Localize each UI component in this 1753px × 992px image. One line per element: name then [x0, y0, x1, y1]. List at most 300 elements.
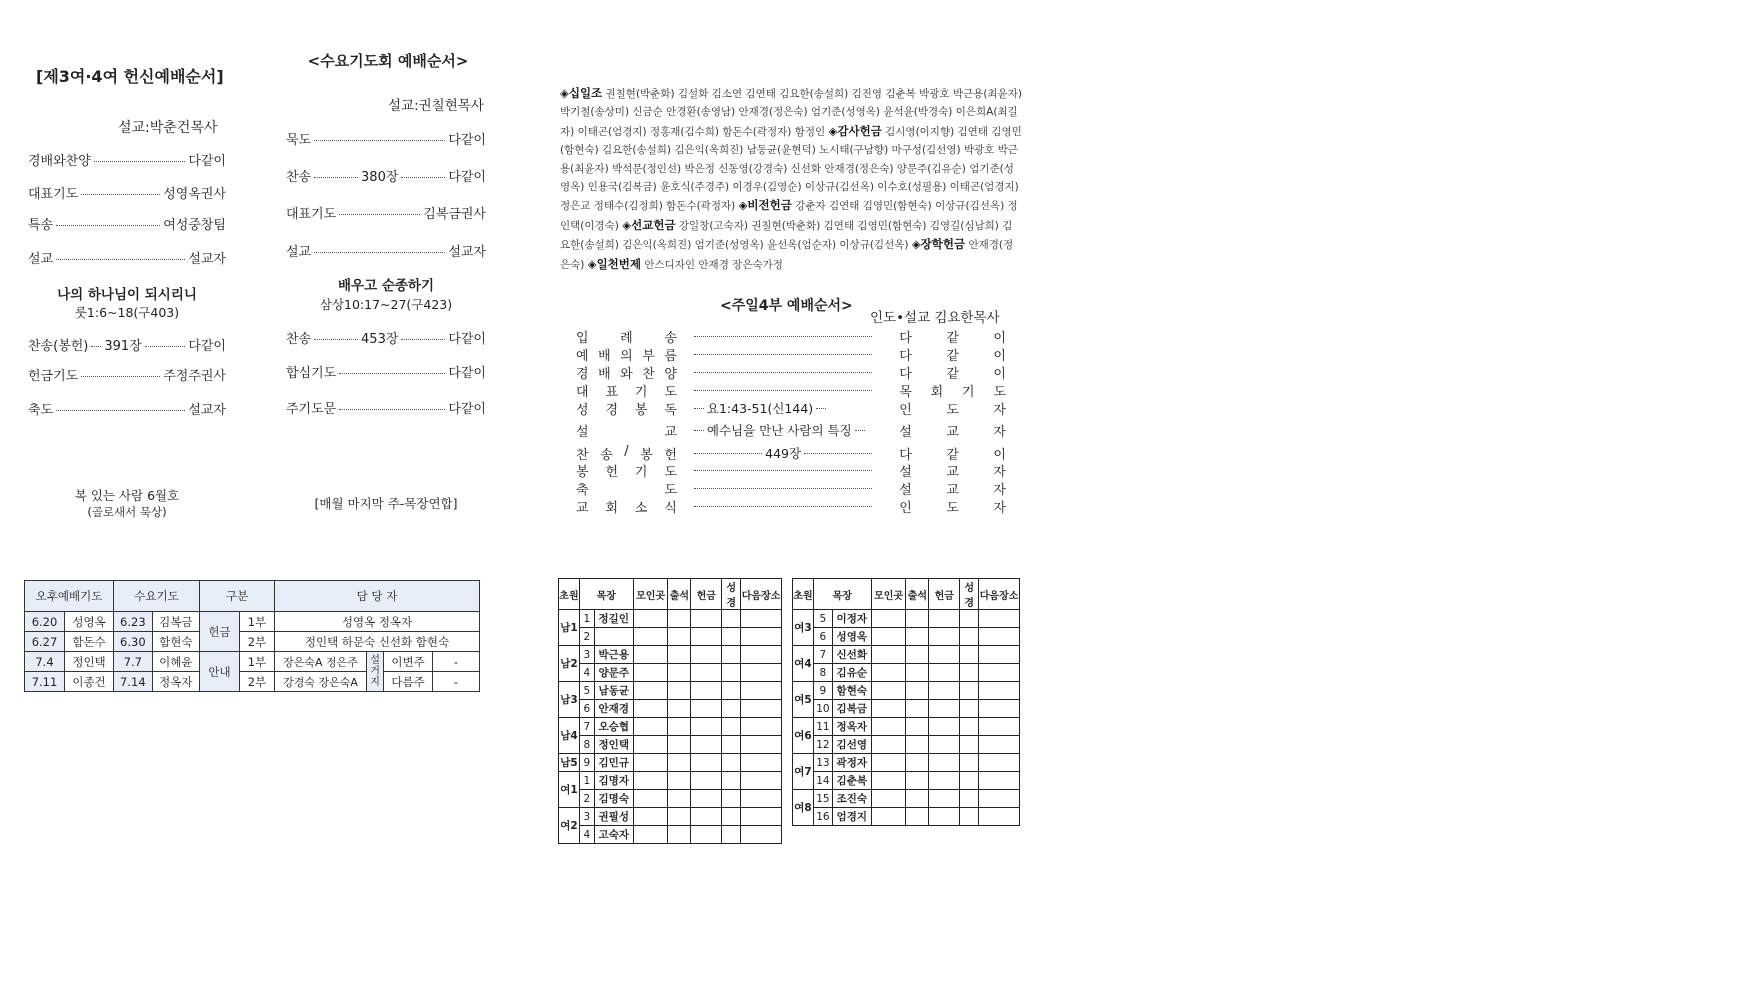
leader-dots — [694, 372, 872, 373]
sunday-row — [576, 363, 1006, 381]
item-who: 다같이 — [448, 170, 486, 185]
attendance-cell — [960, 808, 979, 826]
sunday-row-detail — [691, 390, 875, 391]
attendance-cell — [871, 628, 906, 646]
sunday-row-label: 찬 송 / 봉 헌 — [576, 443, 677, 463]
attendance-cell — [929, 700, 960, 718]
attendance-cell — [633, 628, 668, 646]
attendance-cell — [691, 826, 722, 844]
sunday-row-label: 설 교 — [576, 424, 677, 440]
leader-dots — [804, 453, 872, 454]
attendance-cell — [741, 682, 782, 700]
table-row — [559, 700, 782, 718]
attendance-leader: 오승협 — [594, 718, 633, 736]
table-row — [559, 664, 782, 682]
attendance-cell — [979, 790, 1020, 808]
col1-item-2 — [28, 214, 226, 233]
col1-sermon-ref: 룻1:6~18(구403) — [74, 305, 180, 320]
attendance-number: 5 — [813, 610, 832, 628]
attendance-cell — [979, 808, 1020, 826]
col1-item-3 — [28, 248, 226, 267]
leader-dots — [694, 430, 704, 431]
item-label: 대표기도 — [286, 207, 337, 222]
attendance-cell — [906, 610, 929, 628]
attendance-cell — [691, 772, 722, 790]
attendance-cell — [741, 628, 782, 646]
offering-list — [560, 84, 1022, 274]
sunday-row-detail-text: 요1:43-51(신144) — [706, 401, 814, 416]
attendance-cell — [722, 664, 741, 682]
sunday-row-detail — [691, 354, 875, 355]
duty-header: 수요기도 — [114, 581, 200, 612]
attendance-number: 16 — [813, 808, 832, 826]
attendance-cell — [691, 628, 722, 646]
cell-name: 성영옥 — [65, 612, 114, 632]
col2-item-2 — [286, 203, 486, 222]
cell-sub-who: 다름주 — [384, 672, 433, 692]
attendance-cell — [741, 736, 782, 754]
attendance-cell — [633, 754, 668, 772]
attendance-header: 출석 — [906, 579, 929, 610]
cell-date: 7.14 — [114, 672, 153, 692]
sunday-row-who: 다 같 이 — [899, 330, 1006, 346]
table-row — [559, 628, 782, 646]
table-row — [793, 772, 1020, 790]
attendance-cell — [691, 754, 722, 772]
table-row — [25, 632, 480, 652]
attendance-group: 여8 — [793, 790, 814, 826]
attendance-cell — [929, 628, 960, 646]
cell-who: 성영옥 정옥자 — [275, 612, 480, 632]
table-row — [793, 610, 1020, 628]
sunday-row-detail — [691, 470, 875, 471]
table-row — [793, 736, 1020, 754]
attendance-leader — [594, 628, 633, 646]
offering-names: 안재경(정은숙) — [560, 239, 1014, 271]
table-row — [793, 790, 1020, 808]
table-row — [559, 718, 782, 736]
sunday-row-who: 설 교 자 — [899, 464, 1006, 480]
cell-date: 7.7 — [114, 652, 153, 672]
leader-dots — [81, 376, 160, 377]
table-row — [25, 612, 480, 632]
table-row — [559, 790, 782, 808]
attendance-cell — [668, 790, 691, 808]
offering-head: ◈십일조 — [560, 86, 603, 100]
attendance-leader: 신선화 — [832, 646, 871, 664]
attendance-cell — [668, 700, 691, 718]
leader-dots — [694, 470, 872, 471]
attendance-cell — [871, 790, 906, 808]
attendance-cell — [741, 754, 782, 772]
attendance-cell — [979, 646, 1020, 664]
sunday-row-label: 대 표 기 도 — [576, 384, 677, 400]
item-who: 김복금권사 — [423, 207, 486, 222]
cell-sub-who: 이변주 — [384, 652, 433, 672]
attendance-cell — [871, 682, 906, 700]
sunday-row-label: 봉 헌 기 도 — [576, 464, 677, 480]
attendance-cell — [906, 736, 929, 754]
sunday-row — [576, 327, 1006, 345]
sunday-title: <주일4부 예배순서> — [720, 298, 853, 314]
attendance-header: 성경 — [722, 579, 741, 610]
attendance-cell — [691, 718, 722, 736]
attendance-cell — [979, 664, 1020, 682]
attendance-header: 헌금 — [691, 579, 722, 610]
attendance-cell — [906, 718, 929, 736]
leader-dots — [694, 336, 872, 337]
col1-title: [제3여·4여 헌신예배순서] — [36, 67, 224, 86]
col1-footer-1: 복 있는 사람 6월호 — [74, 488, 180, 503]
attendance-leader: 박근용 — [594, 646, 633, 664]
attendance-leader: 정인택 — [594, 736, 633, 754]
attendance-cell — [668, 682, 691, 700]
attendance-cell — [871, 754, 906, 772]
cell-category: 안내 — [200, 652, 240, 692]
cell-sub-dash: - — [433, 672, 480, 692]
attendance-cell — [633, 664, 668, 682]
attendance-cell — [722, 754, 741, 772]
item-label: 특송 — [28, 218, 54, 233]
cell-date: 7.4 — [25, 652, 65, 672]
leader-dots — [314, 177, 358, 178]
attendance-number: 9 — [813, 682, 832, 700]
leader-dots — [401, 177, 445, 178]
sunday-row-detail-text: 449장 — [765, 446, 802, 461]
attendance-number: 6 — [813, 628, 832, 646]
sunday-row-who: 설 교 자 — [899, 424, 1006, 440]
attendance-group: 여4 — [793, 646, 814, 682]
col1-item2-1 — [28, 365, 226, 384]
sunday-row — [576, 444, 1006, 462]
duty-header-row — [25, 581, 480, 612]
sunday-row — [576, 381, 1006, 399]
cell-sub-dash: - — [433, 652, 480, 672]
sunday-row-who: 다 같 이 — [899, 366, 1006, 382]
attendance-cell — [906, 628, 929, 646]
offering-names: 안스디자인 안재경 장은숙가정 — [644, 258, 783, 271]
sunday-row-detail — [691, 372, 875, 373]
item-mid: 453장 — [361, 332, 399, 347]
sunday-row-label: 경 배 와 찬 양 — [576, 366, 677, 382]
col2-item-3 — [286, 241, 486, 260]
attendance-cell — [979, 682, 1020, 700]
cell-category: 헌금 — [200, 612, 240, 652]
attendance-cell — [871, 610, 906, 628]
attendance-leader: 정옥자 — [832, 718, 871, 736]
attendance-number: 8 — [579, 736, 594, 754]
offering-names: 강춘자 김연태 김영민(함현숙) 이상규(김선옥) 정인택(이경숙) — [560, 200, 1018, 232]
attendance-leader: 이정자 — [832, 610, 871, 628]
attendance-header: 다음장소 — [741, 579, 782, 610]
attendance-cell — [906, 754, 929, 772]
attendance-cell — [741, 826, 782, 844]
sunday-row-who: 인 도 자 — [899, 402, 1006, 418]
attendance-table-right — [792, 578, 1020, 826]
item-label: 합심기도 — [286, 366, 337, 381]
attendance-leader: 조진숙 — [832, 790, 871, 808]
cell-date: 6.30 — [114, 632, 153, 652]
attendance-leader: 함현숙 — [832, 682, 871, 700]
attendance-cell — [722, 610, 741, 628]
attendance-cell — [906, 808, 929, 826]
attendance-cell — [960, 646, 979, 664]
attendance-cell — [633, 772, 668, 790]
attendance-cell — [722, 736, 741, 754]
attendance-cell — [722, 682, 741, 700]
item-who: 다같이 — [448, 332, 486, 347]
attendance-cell — [929, 682, 960, 700]
attendance-leader: 성영옥 — [832, 628, 871, 646]
attendance-group: 여5 — [793, 682, 814, 718]
offering-head: ◈선교헌금 — [622, 217, 676, 232]
attendance-cell — [633, 682, 668, 700]
attendance-number: 7 — [579, 718, 594, 736]
attendance-group: 남1 — [559, 610, 580, 646]
attendance-cell — [929, 808, 960, 826]
leader-dots — [56, 410, 185, 411]
attendance-cell — [722, 646, 741, 664]
col2-sermon-ref: 삼상10:17~27(구423) — [319, 297, 453, 312]
sunday-row-detail — [691, 444, 875, 462]
leader-dots — [694, 390, 872, 391]
table-row — [25, 652, 480, 672]
attendance-header: 다음장소 — [979, 579, 1020, 610]
item-who: 설교자 — [188, 403, 226, 418]
attendance-cell — [722, 808, 741, 826]
attendance-cell — [668, 754, 691, 772]
cell-part: 1부 — [239, 652, 274, 672]
sunday-row — [576, 345, 1006, 363]
attendance-leader: 남동균 — [594, 682, 633, 700]
cell-part: 1부 — [239, 612, 274, 632]
item-who: 주정주권사 — [163, 369, 226, 384]
attendance-number: 10 — [813, 700, 832, 718]
attendance-group: 남2 — [559, 646, 580, 682]
attendance-cell — [929, 790, 960, 808]
table-row — [793, 718, 1020, 736]
attendance-cell — [871, 718, 906, 736]
sunday-row — [576, 479, 1006, 497]
cell-name: 함현숙 — [152, 632, 199, 652]
attendance-cell — [668, 628, 691, 646]
leader-dots — [401, 339, 445, 340]
attendance-number: 8 — [813, 664, 832, 682]
attendance-number: 9 — [579, 754, 594, 772]
item-label: 설교 — [286, 245, 312, 260]
col2-item-1 — [286, 166, 486, 185]
duty-header: 구분 — [200, 581, 275, 612]
attendance-cell — [741, 772, 782, 790]
item-label: 묵도 — [286, 133, 312, 148]
col1-item-0 — [28, 150, 226, 169]
item-who: 설교자 — [448, 245, 486, 260]
attendance-group: 여6 — [793, 718, 814, 754]
attendance-cell — [722, 700, 741, 718]
leader-dots — [694, 488, 872, 489]
sunday-row-detail — [691, 506, 875, 507]
attendance-header-row — [793, 579, 1020, 610]
attendance-cell — [929, 718, 960, 736]
attendance-header: 목장 — [579, 579, 633, 610]
cell-subcategory: 설거지 — [367, 652, 384, 692]
attendance-cell — [668, 826, 691, 844]
duty-header: 담 당 자 — [275, 581, 480, 612]
leader-dots — [56, 225, 160, 226]
leader-dots — [339, 373, 445, 374]
attendance-cell — [722, 772, 741, 790]
sunday-preacher: 인도•설교 김요한목사 — [870, 310, 1000, 326]
item-who: 설교자 — [188, 252, 226, 267]
item-label: 헌금기도 — [28, 369, 79, 384]
leader-dots — [314, 252, 445, 253]
col1-item2-0 — [28, 335, 226, 354]
sunday-row-who: 목 회 기 도 — [899, 384, 1006, 400]
attendance-cell — [691, 736, 722, 754]
attendance-cell — [960, 700, 979, 718]
attendance-cell — [668, 646, 691, 664]
attendance-cell — [929, 664, 960, 682]
item-who: 다같이 — [188, 154, 226, 169]
attendance-leader: 곽정자 — [832, 754, 871, 772]
attendance-number: 6 — [579, 700, 594, 718]
attendance-leader: 김명자 — [594, 772, 633, 790]
attendance-group: 여2 — [559, 808, 580, 844]
attendance-cell — [906, 646, 929, 664]
attendance-cell — [633, 610, 668, 628]
attendance-leader: 김유순 — [832, 664, 871, 682]
attendance-cell — [691, 610, 722, 628]
col2-preacher: 설교:권칠현목사 — [388, 98, 484, 114]
attendance-leader: 양문주 — [594, 664, 633, 682]
attendance-header: 모인곳 — [633, 579, 668, 610]
table-row — [559, 682, 782, 700]
attendance-cell — [633, 718, 668, 736]
attendance-group: 남4 — [559, 718, 580, 754]
attendance-cell — [633, 646, 668, 664]
attendance-cell — [929, 646, 960, 664]
attendance-leader: 김선영 — [832, 736, 871, 754]
attendance-cell — [668, 718, 691, 736]
cell-name: 함돈수 — [65, 632, 114, 652]
attendance-cell — [960, 610, 979, 628]
attendance-cell — [979, 754, 1020, 772]
item-who: 다같이 — [188, 339, 226, 354]
leader-dots — [91, 346, 101, 347]
col1-item-1 — [28, 183, 226, 202]
attendance-cell — [906, 700, 929, 718]
attendance-cell — [668, 664, 691, 682]
attendance-number: 11 — [813, 718, 832, 736]
table-row — [559, 736, 782, 754]
leader-dots — [339, 409, 445, 410]
attendance-number: 2 — [579, 628, 594, 646]
leader-dots — [339, 214, 420, 215]
offering-names: 강일창(고숙자) 권칠현(박춘화) 김연태 김영민(함현숙) 김영길(심남희) 김요한(송설희) 김은익(옥희진) 엄기준(성영옥) 윤선옥(엄순자) 이상규(김선옥) — [560, 219, 1013, 252]
offering-head: ◈일천번제 — [587, 256, 642, 271]
sunday-row-detail-text: 예수님을 만난 사람의 특징 — [706, 423, 852, 438]
attendance-cell — [929, 772, 960, 790]
attendance-cell — [691, 664, 722, 682]
attendance-number: 3 — [579, 646, 594, 664]
table-row — [25, 672, 480, 692]
leader-dots — [694, 408, 704, 409]
cell-date: 7.11 — [25, 672, 65, 692]
attendance-leader: 고숙자 — [594, 826, 633, 844]
attendance-cell — [960, 718, 979, 736]
attendance-cell — [741, 610, 782, 628]
duty-header: 오후예배기도 — [25, 581, 114, 612]
attendance-header: 초원 — [559, 579, 580, 610]
attendance-cell — [929, 610, 960, 628]
leader-dots — [94, 161, 186, 162]
attendance-number: 1 — [579, 610, 594, 628]
attendance-cell — [871, 772, 906, 790]
table-row — [559, 826, 782, 844]
item-label: 대표기도 — [28, 187, 79, 202]
sunday-row-label: 교 회 소 식 — [576, 500, 677, 516]
attendance-cell — [741, 664, 782, 682]
item-who: 성영옥권사 — [163, 187, 226, 202]
cell-who: 강경숙 장은숙A — [275, 672, 367, 692]
attendance-number: 4 — [579, 826, 594, 844]
item-label: 설교 — [28, 252, 54, 267]
attendance-cell — [691, 790, 722, 808]
attendance-header-row — [559, 579, 782, 610]
attendance-cell — [691, 682, 722, 700]
table-row — [793, 664, 1020, 682]
attendance-number: 4 — [579, 664, 594, 682]
attendance-cell — [668, 610, 691, 628]
attendance-number: 12 — [813, 736, 832, 754]
duty-table — [24, 580, 480, 692]
sunday-row-detail — [691, 336, 875, 337]
cell-who: 정인택 하문숙 신선화 함현숙 — [275, 632, 480, 652]
attendance-cell — [633, 808, 668, 826]
attendance-cell — [633, 736, 668, 754]
attendance-cell — [691, 700, 722, 718]
table-row — [559, 808, 782, 826]
leader-dots — [314, 339, 358, 340]
attendance-cell — [960, 790, 979, 808]
attendance-cell — [741, 718, 782, 736]
table-row — [793, 700, 1020, 718]
table-row — [559, 754, 782, 772]
attendance-number: 5 — [579, 682, 594, 700]
col2-item-0 — [286, 129, 486, 148]
attendance-cell — [929, 754, 960, 772]
sunday-row-who: 다 같 이 — [899, 447, 1006, 463]
item-who: 다같이 — [448, 133, 486, 148]
attendance-cell — [979, 772, 1020, 790]
attendance-cell — [633, 790, 668, 808]
attendance-header: 헌금 — [929, 579, 960, 610]
item-who: 여성중창팀 — [163, 218, 226, 233]
attendance-number: 1 — [579, 772, 594, 790]
attendance-group: 여7 — [793, 754, 814, 790]
attendance-header: 초원 — [793, 579, 814, 610]
item-mid: 380장 — [361, 170, 399, 185]
leader-dots — [694, 453, 762, 454]
attendance-cell — [979, 736, 1020, 754]
col1-preacher: 설교:박춘건목사 — [118, 120, 218, 136]
col1-footer-2: (골로새서 묵상) — [87, 505, 167, 519]
offering-head: ◈감사헌금 — [828, 123, 882, 138]
attendance-header: 모인곳 — [871, 579, 906, 610]
sunday-row-label: 성 경 봉 독 — [576, 402, 677, 418]
attendance-leader: 엄경지 — [832, 808, 871, 826]
sunday-row-who: 인 도 자 — [899, 500, 1006, 516]
